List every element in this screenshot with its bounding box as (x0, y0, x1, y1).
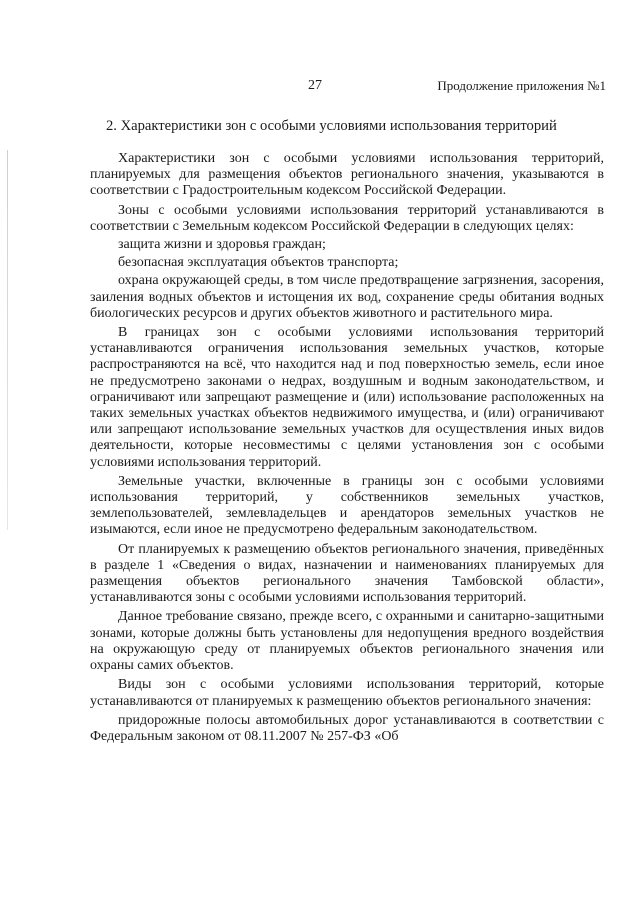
paragraph: Данное требование связано, прежде всего, с охранными и санитарно-защитными зонами, которые должны быть установлены для недопущения вредного воздействия на окружающую среду от планируемых объектов регионального значения или охраны самих объектов. (90, 609, 604, 674)
paragraph: придорожные полосы автомобильных дорог устанавливаются в соответствии с Федеральным законом от 08.11.2007 № 257-ФЗ «Об (90, 712, 604, 744)
paragraph: В границах зон с особыми условиями использования территорий устанавливаются ограничения использования земельных участков, которые распространяются на всё, что находится над и под поверхностью земель, если иное не предусмотрено законами о недрах, воздушным и водным законодательством, и ограничивают или запрещают размещение и (или) использование расположенных на таких земельных участках объектов недвижимого имущества, и (или) ограничивают или запрещают использование земельных участков для осуществления иных видов деятельности, которые несовместимы с целями установления зон с особыми условиями использования территорий. (90, 325, 604, 470)
scan-margin-mark (7, 150, 8, 530)
paragraph: От планируемых к размещению объектов регионального значения, приведённых в разделе 1 «Сведения о видах, назначении и наименованиях планируемых для размещения объектов регионального значения Тамбовской области», устанавливаются зоны с особыми условиями использования территорий. (90, 541, 604, 606)
list-item: защита жизни и здоровья граждан; (118, 237, 326, 253)
paragraph: Виды зон с особыми условиями использования территорий, которые устанавливаются от планируемых к размещению объектов регионального значения: (90, 677, 604, 709)
paragraph: Характеристики зон с особыми условиями использования территорий, планируемых для размещения объектов регионального значения, указываются в соответствии с Градостроительным кодексом Российской Федерации. (90, 151, 604, 199)
section-title: 2. Характеристики зон с особыми условиями использования территорий (106, 118, 557, 134)
appendix-note: Продолжение приложения №1 (437, 78, 606, 93)
paragraph: Зоны с особыми условиями использования территорий устанавливаются в соответствии с Земельным кодексом Российской Федерации в следующих целях: (90, 202, 604, 234)
page-number: 27 (308, 78, 322, 93)
list-item: безопасная эксплуатация объектов транспорта; (118, 255, 399, 271)
list-item: охрана окружающей среды, в том числе предотвращение загрязнения, засорения, заиления водных объектов и истощения их вод, сохранение среды обитания водных биологических ресурсов и других объектов животного и растительного мира. (90, 273, 604, 321)
paragraph: Земельные участки, включенные в границы зон с особыми условиями использования территорий, у собственников земельных участков, землепользователей, землевладельцев и арендаторов земельных участков не изымаются, если иное не предусмотрено федеральным законодательством. (90, 473, 604, 538)
body-text (90, 151, 604, 748)
